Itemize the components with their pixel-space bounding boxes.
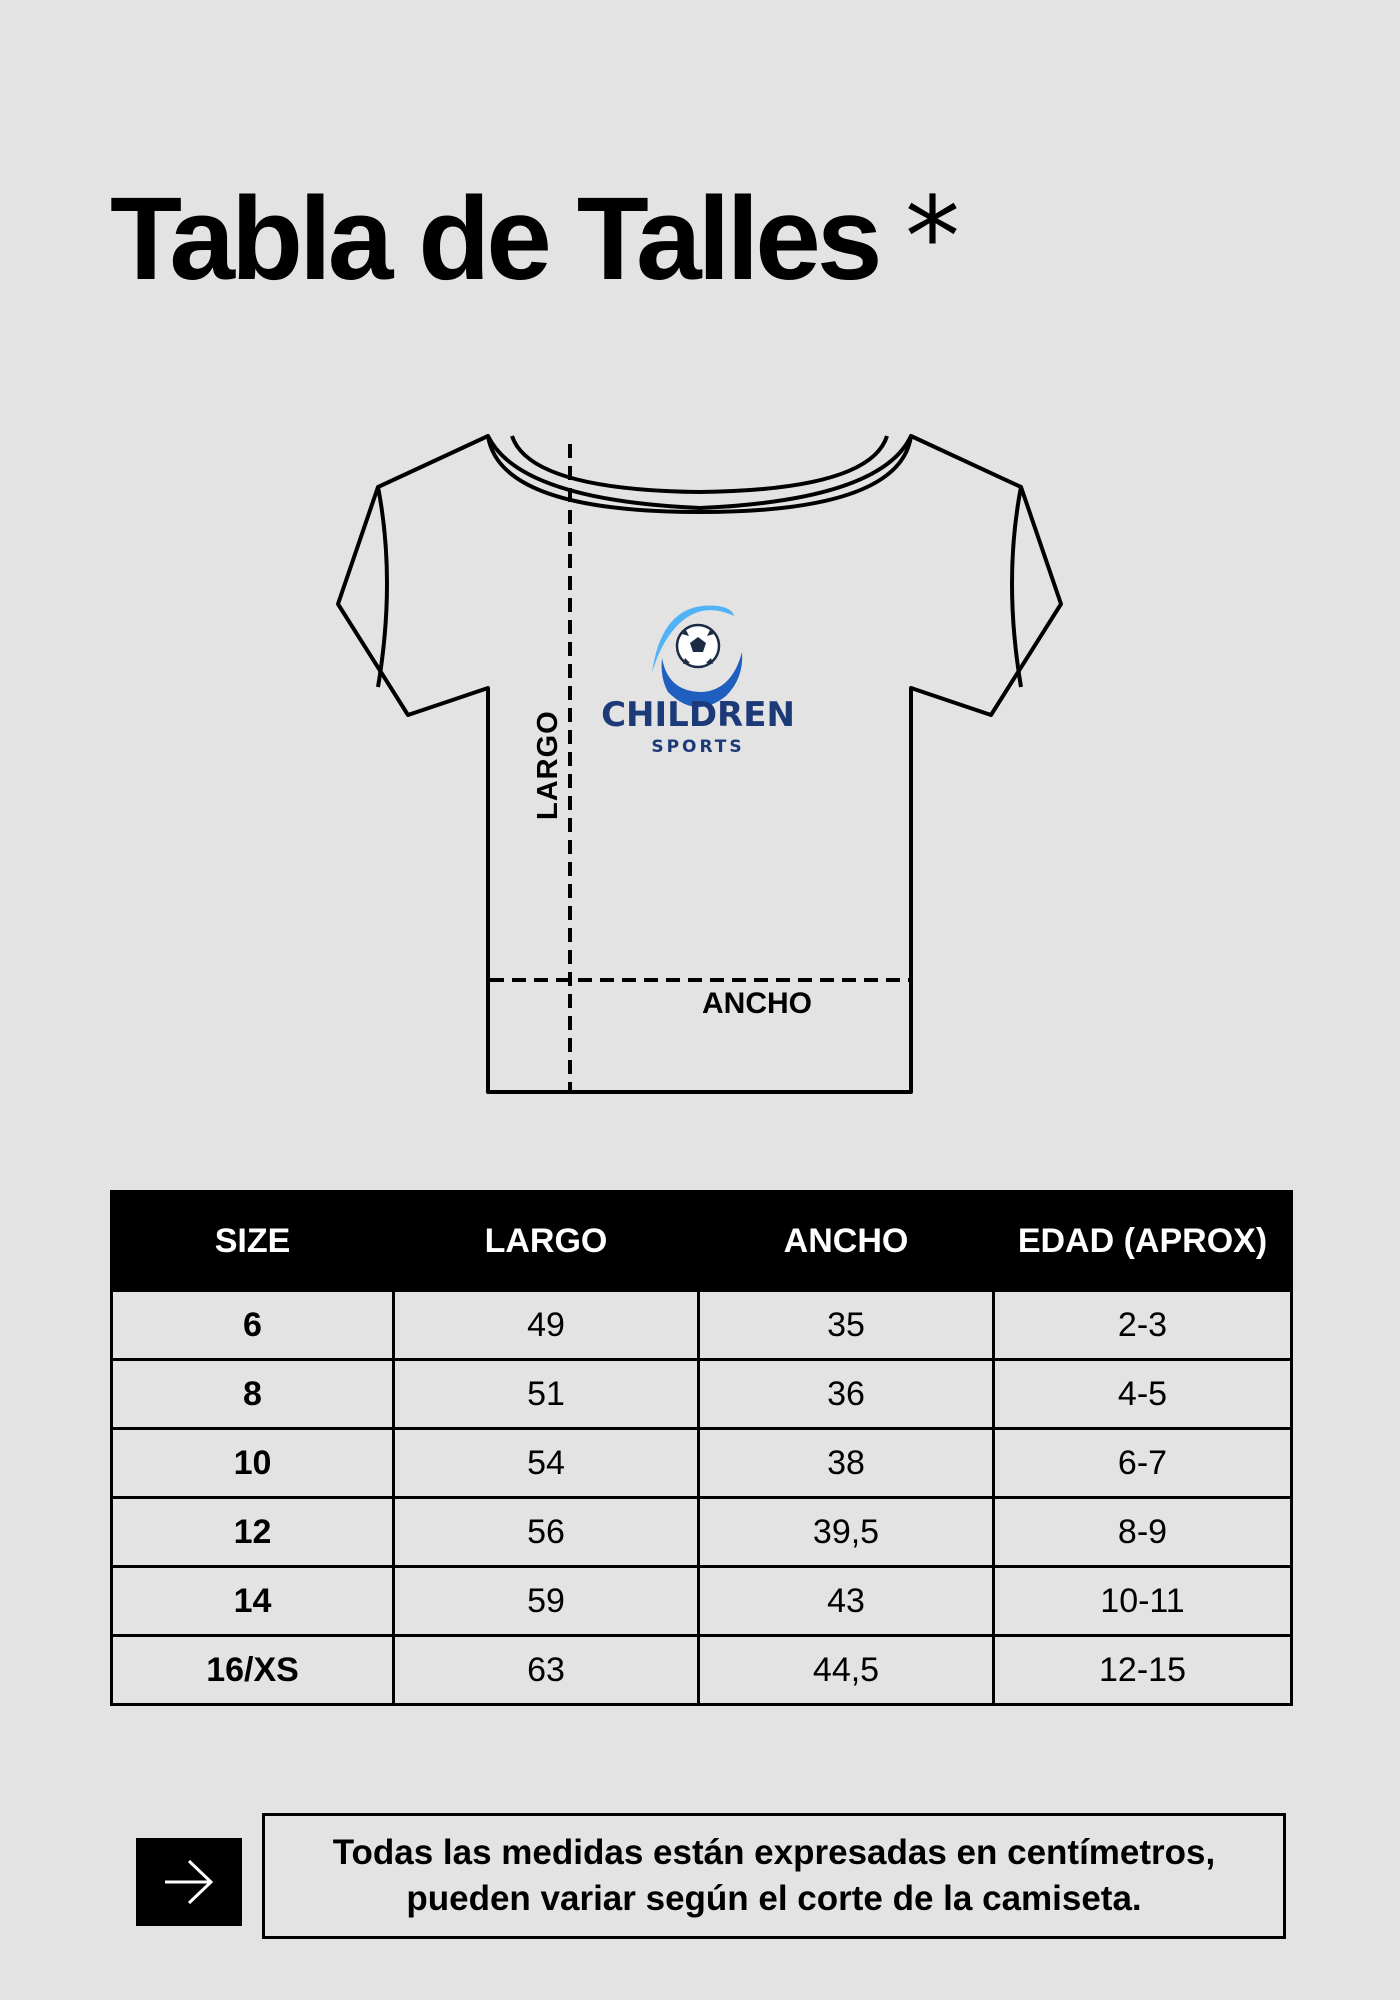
cell-ancho: 43 <box>699 1567 994 1636</box>
tshirt-outline <box>338 436 1061 1092</box>
cell-size: 14 <box>112 1567 394 1636</box>
cell-largo: 51 <box>394 1360 699 1429</box>
cell-largo: 56 <box>394 1498 699 1567</box>
note-arrow-box <box>136 1838 242 1926</box>
header-ancho: ANCHO <box>699 1192 994 1291</box>
header-size: SIZE <box>112 1192 394 1291</box>
tshirt-collar <box>488 436 911 512</box>
cell-edad: 6-7 <box>994 1429 1292 1498</box>
cell-edad: 2-3 <box>994 1291 1292 1360</box>
cell-size: 8 <box>112 1360 394 1429</box>
header-edad: EDAD (APROX) <box>994 1192 1292 1291</box>
size-table <box>110 1190 1293 1706</box>
cell-edad: 12-15 <box>994 1636 1292 1705</box>
cell-size: 10 <box>112 1429 394 1498</box>
table-header-row <box>112 1192 1292 1291</box>
cell-largo: 63 <box>394 1636 699 1705</box>
largo-label: LARGO <box>532 710 564 820</box>
note-line1: Todas las medidas están expresadas en centímetros, <box>332 1833 1216 1872</box>
logo-line2: SPORTS <box>651 737 745 757</box>
note-line2: pueden variar según el corte de la camiseta. <box>406 1879 1142 1918</box>
arrow-right-icon <box>161 1858 217 1906</box>
cell-size: 6 <box>112 1291 394 1360</box>
table-row <box>112 1567 1292 1636</box>
cell-edad: 10-11 <box>994 1567 1292 1636</box>
table-row <box>112 1498 1292 1567</box>
cell-ancho: 44,5 <box>699 1636 994 1705</box>
cell-largo: 59 <box>394 1567 699 1636</box>
tshirt-diagram <box>330 430 1070 1100</box>
children-sports-logo <box>601 606 795 757</box>
cell-largo: 54 <box>394 1429 699 1498</box>
size-table-container <box>110 1190 1290 1706</box>
ancho-label: ANCHO <box>702 987 812 1020</box>
cell-ancho: 35 <box>699 1291 994 1360</box>
table-row <box>112 1291 1292 1360</box>
cell-ancho: 39,5 <box>699 1498 994 1567</box>
cell-edad: 4-5 <box>994 1360 1292 1429</box>
asterisk-mark: * <box>905 173 960 301</box>
logo-line1: CHILDREN <box>601 695 795 735</box>
page-title: Tabla de Talles <box>110 173 879 305</box>
table-row <box>112 1429 1292 1498</box>
cell-size: 12 <box>112 1498 394 1567</box>
cell-ancho: 38 <box>699 1429 994 1498</box>
cell-largo: 49 <box>394 1291 699 1360</box>
cell-size: 16/XS <box>112 1636 394 1705</box>
table-row <box>112 1636 1292 1705</box>
measurement-note <box>262 1813 1286 1939</box>
cell-edad: 8-9 <box>994 1498 1292 1567</box>
table-row <box>112 1360 1292 1429</box>
cell-ancho: 36 <box>699 1360 994 1429</box>
header-largo: LARGO <box>394 1192 699 1291</box>
